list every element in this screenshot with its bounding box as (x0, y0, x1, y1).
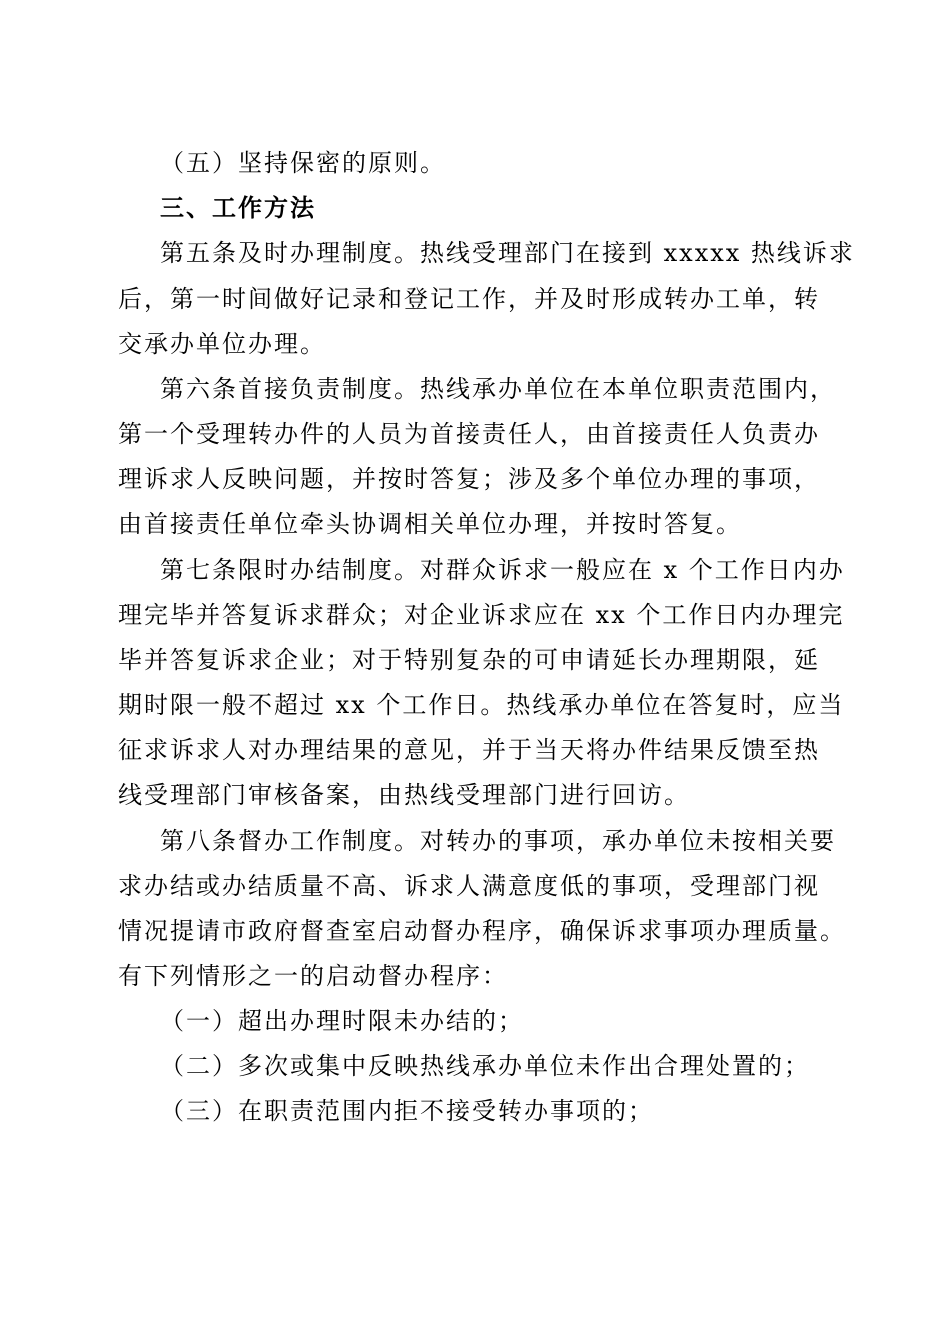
section-heading-work-methods: 三、工作方法 (160, 193, 316, 222)
article-6-line-2: 第一个受理转办件的人员为首接责任人，由首接责任人负责办 (118, 420, 820, 448)
article-5-line-1: 第五条及时办理制度。热线受理部门在接到 xxxxx 热线诉求 (160, 239, 855, 267)
article-5-line-2: 后，第一时间做好记录和登记工作，并及时形成转办工单，转 (118, 285, 820, 313)
supervision-case-2: （二）多次或集中反映热线承办单位未作出合理处置的； (160, 1052, 810, 1080)
article-8-line-2: 求办结或办结质量不高、诉求人满意度低的事项，受理部门视 (118, 872, 820, 900)
article-8-line-4: 有下列情形之一的启动督办程序： (118, 962, 508, 990)
supervision-case-3: （三）在职责范围内拒不接受转办事项的； (160, 1097, 654, 1125)
article-7-line-1: 第七条限时办结制度。对群众诉求一般应在 x 个工作日内办 (160, 556, 845, 584)
article-7-line-5: 征求诉求人对办理结果的意见，并于当天将办件结果反馈至热 (118, 736, 820, 764)
article-8-line-1: 第八条督办工作制度。对转办的事项，承办单位未按相关要 (160, 827, 836, 855)
article-7-line-3: 毕并答复诉求企业；对于特别复杂的可申请延长办理期限，延 (118, 646, 820, 674)
article-6-line-4: 由首接责任单位牵头协调相关单位办理，并按时答复。 (118, 510, 742, 538)
article-6-line-1: 第六条首接负责制度。热线承办单位在本单位职责范围内， (160, 375, 836, 403)
principle-item-5: （五）坚持保密的原则。 (160, 149, 446, 177)
article-5-line-3: 交承办单位办理。 (118, 330, 326, 358)
article-7-line-6: 线受理部门审核备案，由热线受理部门进行回访。 (118, 781, 690, 809)
article-7-line-4: 期时限一般不超过 xx 个工作日。热线承办单位在答复时，应当 (118, 691, 845, 719)
article-8-line-3: 情况提请市政府督查室启动督办程序，确保诉求事项办理质量。 (118, 917, 846, 945)
article-6-line-3: 理诉求人反映问题，并按时答复；涉及多个单位办理的事项， (118, 465, 820, 493)
article-7-line-2: 理完毕并答复诉求群众；对企业诉求应在 xx 个工作日内办理完 (118, 601, 845, 629)
supervision-case-1: （一）超出办理时限未办结的； (160, 1007, 524, 1035)
